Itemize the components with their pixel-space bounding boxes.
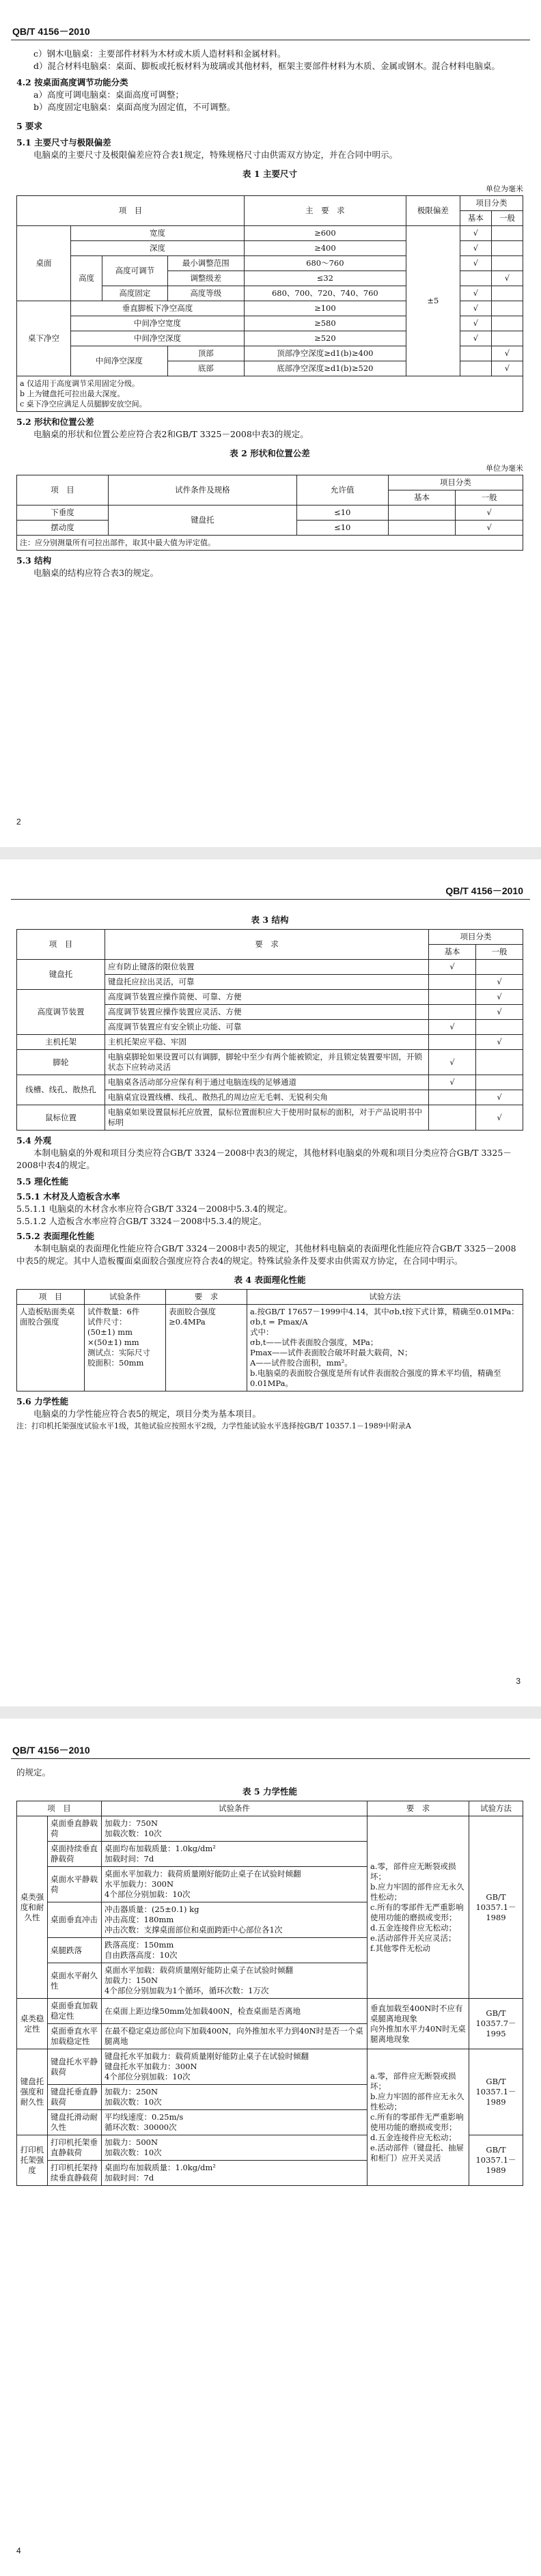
table-cell: 电脑桌宜设置线槽、线孔、散热孔的周边应无毛刺、无锐利尖角 <box>105 1090 429 1105</box>
table-cell: ≥600 <box>244 226 406 241</box>
table-cell: √ <box>476 1005 523 1020</box>
table-cell: 桌面水平加载力：载荷质量刚好能防止桌子在试验时倾翻 水平加载力：300N 4个部位分别加载：10次 <box>102 1867 367 1902</box>
table-cell: 主机托架应平稳、牢固 <box>105 1035 429 1050</box>
table-cell: GB/T 10357.1－1989 <box>469 2135 523 2186</box>
col-header: 基本 <box>429 945 476 960</box>
table-cell: √ <box>460 301 491 316</box>
table-cell: 桌面垂直冲击 <box>48 1902 102 1938</box>
table-cell: √ <box>491 271 523 286</box>
section-heading: 5.5.2 表面理化性能 <box>16 1231 95 1241</box>
col-header: 一般 <box>476 945 523 960</box>
table-cell: 高度调节装置 <box>17 990 105 1035</box>
table-cell: √ <box>460 241 491 256</box>
text-line: 电脑桌的形状和位置公差应符合表2和GB/T 3325－2008中表3的规定。 <box>33 429 309 439</box>
table-cell: a.按GB/T 17657－1999中4.14，其中σb,t按下式计算，精确至0.01MPa： σb,t = Pmax/A 式中： σb,t——试件表面胶合强度，MPa； Pmax——试件表面胶合破坏时最大载荷，N； A——试件胶合面积，mm²。 b.电脑桌的表面胶合强度是所有试件表面胶合强度的算术平均值，精确至0.01MPa。 <box>247 1305 523 1391</box>
table-cell: 高度固定 <box>102 286 168 301</box>
text-line: 电脑桌的结构应符合表3的规定。 <box>33 568 158 578</box>
table-cell: 人造板贴面类桌面胶合强度 <box>17 1305 85 1391</box>
table-cell: 高度可调节 <box>102 256 168 286</box>
page-number: 3 <box>516 1676 521 1686</box>
table-cell: ±5 <box>406 226 460 376</box>
table-cell: √ <box>429 1050 476 1075</box>
table-caption: 表 1 主要尺寸 <box>242 169 297 179</box>
col-header: 试验方法 <box>469 1801 523 1816</box>
table-row <box>17 1050 523 1075</box>
table-cell <box>460 346 491 361</box>
table-cell: 键盘托 <box>108 505 296 536</box>
table-cell: 跌落高度：150mm 自由跌落高度：10次 <box>102 1938 367 1963</box>
table-cell <box>491 316 523 331</box>
col-header: 项 目 <box>17 1801 102 1816</box>
page-body <box>16 48 523 579</box>
table-cell <box>476 1075 523 1090</box>
table-cell: 键盘托水平加载力：载荷质量刚好能防止桌子在试验时倾翻 键盘托水平加载力：300N 4个部位分别加载：10次 <box>102 2049 367 2085</box>
section-heading: 5.5 理化性能 <box>16 1176 69 1187</box>
table-cell <box>476 960 523 975</box>
header-rule <box>11 1758 530 1759</box>
table-cell <box>491 301 523 316</box>
table-cell: 下垂度 <box>17 505 109 521</box>
table-cell <box>388 505 456 521</box>
table-row <box>17 1999 523 2024</box>
col-header: 试件条件及规格 <box>108 475 296 505</box>
table-cell: 桌类稳定性 <box>17 1999 48 2049</box>
table-cell <box>491 241 523 256</box>
col-header: 基本 <box>460 211 491 226</box>
col-header: 项目分类 <box>460 196 523 211</box>
table-cell: 摆动度 <box>17 521 109 536</box>
table-cell <box>491 331 523 346</box>
table-cell: 桌面水平耐久性 <box>48 1963 102 1999</box>
table-cell: 桌腿跌落 <box>48 1938 102 1963</box>
table-cell: 电脑桌各活动部分应保有利于通过电脑连线的足够通道 <box>105 1075 429 1090</box>
table-cell: 表面胶合强度 ≥0.4MPa <box>166 1305 247 1391</box>
table-cell: 中间净空深度 <box>71 331 245 346</box>
text-line: 5.5.1.2 人造板含水率应符合GB/T 3324－2008中5.3.4的规定。 <box>16 1216 267 1226</box>
table-cell: 宽度 <box>71 226 245 241</box>
text-line: a）高度可调电脑桌：桌面高度可调整； <box>33 89 184 100</box>
table-cell: 键盘托应拉出灵活，可靠 <box>105 975 429 990</box>
table-cell: 冲击器质量：(25±0.1) kg 冲击高度：180mm 冲击次数：支撑桌面部位和桌面跨距中心部位各1次 <box>102 1902 367 1938</box>
section-heading: 5.3 结构 <box>16 555 52 566</box>
table-cell: ≥580 <box>244 316 406 331</box>
text-line: 本制电脑桌的表面理化性能应符合GB/T 3324－2008中表5的规定，其他材料电脑桌的表面理化性能应符合GB/T 3325－2008中表5的规定。其中人造板覆面桌面胶合强度应符合表4的规定。特殊试验条件及要求由供需双方协定，在合同中明示。 <box>16 1243 516 1266</box>
col-header: 项目分类 <box>388 475 523 490</box>
table-cell: √ <box>491 361 523 376</box>
col-header: 项 目 <box>17 930 105 960</box>
table-cell: √ <box>476 1105 523 1131</box>
col-header: 一般 <box>456 490 523 505</box>
table-structure <box>16 929 523 1131</box>
col-header: 项 目 <box>17 196 245 226</box>
section-heading: 4.2 按桌面高度调节功能分类 <box>16 77 128 87</box>
table-cell: √ <box>460 226 491 241</box>
table-row <box>17 505 523 521</box>
page-body <box>16 1767 523 2186</box>
table-note: b 上为键盘托可拉出最大深度。 <box>20 389 125 398</box>
table-cell: 高度调节装置应操作装置应灵活、方便 <box>105 1005 429 1020</box>
table-unit: 单位为毫米 <box>486 464 523 473</box>
text-line: 电脑桌的力学性能应符合表5的规定，项目分类为基本项目。 <box>33 1409 261 1419</box>
table-cell: 桌面垂直加载稳定性 <box>48 1999 102 2024</box>
table-cell: 电脑桌脚轮如果设置可以有调脚，脚轮中至少有两个能被锁定，并且锁定装置要牢固，开锁状态下应转动灵活 <box>105 1050 429 1075</box>
table-caption: 表 3 结构 <box>251 915 289 925</box>
section-heading: 5.1 主要尺寸与极限偏差 <box>16 137 111 148</box>
table-cell: 加载力：750N 加载次数：10次 <box>102 1816 367 1842</box>
page-header: QB/T 4156－2010 <box>445 885 523 896</box>
table-cell: 在最不稳定桌边部位向下加载400N，向外推加水平力到40N时是否一个桌腿离地 <box>102 2024 367 2049</box>
table-cell: 调整级差 <box>167 271 244 286</box>
table-cell: 在桌面上距边缘50mm处加载400N，检查桌面是否离地 <box>102 1999 367 2024</box>
page-body <box>16 907 523 1432</box>
col-header: 基本 <box>388 490 456 505</box>
table-row <box>17 1305 523 1391</box>
table-cell: a.零，部件应无断裂或损坏； b.应力牢固的部件应无永久性松动； c.所有的零部件无严重影响使用功能的磨损或变形； d.五金连接件应无松动； e.活动部件开关应灵活； f.其他零件无松动 <box>367 1816 469 1999</box>
text-line: d）混合材料电脑桌：桌面、脚板或托板材料为玻璃或其他材料，框架主要部件材料为木质、金属或钢木。混合材料电脑桌。 <box>33 61 501 71</box>
col-header: 项 目 <box>17 475 109 505</box>
table-cell: √ <box>429 1075 476 1090</box>
table-cell: GB/T 10357.7－1995 <box>469 1999 523 2049</box>
table-cell: √ <box>460 286 491 301</box>
table-cell: 高度调节装置应有安全锁止功能、可靠 <box>105 1020 429 1035</box>
table-cell: 桌类强度和耐久性 <box>17 1816 48 1999</box>
table-cell: 加载力：250N 加载次数：10次 <box>102 2085 367 2110</box>
table-cell: 电脑桌如果设置鼠标托应放置，鼠标位置面积应大于使用时鼠标的面积，对于产品说明书中标明 <box>105 1105 429 1131</box>
table-cell: √ <box>460 331 491 346</box>
table-row <box>17 1816 523 1842</box>
table-cell: 桌面水平加载：载荷质量刚好能防止桌子在试验时倾翻 加载力：150N 4个部位分别加载为1个循环，循环次数：1万次 <box>102 1963 367 1999</box>
table-row <box>17 226 523 241</box>
document-page-3 <box>0 859 541 1706</box>
table-cell: ≥100 <box>244 301 406 316</box>
table-cell: 鼠标位置 <box>17 1105 105 1131</box>
table-cell: ≥520 <box>244 331 406 346</box>
table-cell: 键盘托强度和耐久性 <box>17 2049 48 2135</box>
table-cell: a.零，部件应无断裂或损坏； b.应力牢固的部件应无永久性松动； c.所有的零部件无严重影响使用功能的磨损或变形； d.五金连接件应无松动； e.活动部件（键盘托、抽屉和柜门）应开关灵活 <box>367 2049 469 2186</box>
page-header: QB/T 4156－2010 <box>12 1745 90 1756</box>
section-heading: 5.4 外观 <box>16 1135 52 1146</box>
table-cell: √ <box>476 1035 523 1050</box>
table-surface-properties <box>16 1289 523 1391</box>
table-cell: 键盘托垂直静载荷 <box>48 2085 102 2110</box>
col-header: 要 求 <box>166 1290 247 1305</box>
table-cell: 桌下净空 <box>17 301 71 376</box>
table-cell: √ <box>429 1020 476 1035</box>
table-caption: 表 2 形状和位置公差 <box>230 448 310 458</box>
document-page-4 <box>0 1719 541 2576</box>
table-cell: 线槽、线孔、散热孔 <box>17 1075 105 1105</box>
table-cell: 桌面均布加载质量：1.0kg/dm² 加载时间：7d <box>102 1842 367 1867</box>
table-cell: 最小调整范围 <box>167 256 244 271</box>
table-cell <box>460 271 491 286</box>
table-cell: √ <box>476 1090 523 1105</box>
table-cell: 键盘托滑动耐久性 <box>48 2110 102 2135</box>
table-cell: 垂直加载至400N时不应有桌腿离地现象 向外推加水平力40N时无桌腿离地现象 <box>367 1999 469 2049</box>
table-mechanical-properties <box>16 1801 523 2186</box>
table-cell <box>429 990 476 1005</box>
table-cell: 底部 <box>167 361 244 376</box>
table-cell: 高度等级 <box>167 286 244 301</box>
table-unit: 单位为毫米 <box>486 184 523 193</box>
table-cell: ≤10 <box>296 521 388 536</box>
table-cell <box>491 256 523 271</box>
table-cell: 底部净空深度≥d1(b)≥520 <box>244 361 406 376</box>
page-number: 4 <box>16 2546 21 2556</box>
table-cell: 打印机托架垂直静载荷 <box>48 2135 102 2161</box>
table-row <box>17 1035 523 1050</box>
table-cell <box>429 1005 476 1020</box>
col-header: 一般 <box>491 211 523 226</box>
text-line: b）高度固定电脑桌：桌面高度为固定值，不可调整。 <box>33 102 236 112</box>
table-cell <box>476 1020 523 1035</box>
table-cell: ≤32 <box>244 271 406 286</box>
table-cell: √ <box>429 960 476 975</box>
table-note: c 桌下净空应满足人员腿脚安放空间。 <box>20 400 147 408</box>
text-line: 电脑桌的主要尺寸及极限偏差应符合表1规定，特殊规格尺寸由供需双方协定，并在合同中明示。 <box>33 150 398 160</box>
table-cell <box>476 1050 523 1075</box>
table-cell: 680～760 <box>244 256 406 271</box>
table-cell: √ <box>456 521 523 536</box>
table-row <box>17 960 523 975</box>
table-cell: 垂直脚板下净空高度 <box>71 301 245 316</box>
text-line: 5.5.1.1 电脑桌的木材含水率应符合GB/T 3324－2008中5.3.4的规定。 <box>16 1204 292 1214</box>
table-cell <box>388 521 456 536</box>
table-cell <box>460 361 491 376</box>
section-heading: 5 要求 <box>16 121 43 131</box>
table-cell <box>429 975 476 990</box>
table-cell: 试件数量：6件 试件尺寸： (50±1) mm ×(50±1) mm 测试点：实际尺寸 胶面积：50mm <box>85 1305 166 1391</box>
table-cell: 应有防止键落的限位装置 <box>105 960 429 975</box>
table-cell: 加载力：500N 加载次数：10次 <box>102 2135 367 2161</box>
col-header: 极限偏差 <box>406 196 460 226</box>
table-shape-tolerance <box>16 475 523 551</box>
table-cell <box>429 1105 476 1131</box>
table-cell: √ <box>476 975 523 990</box>
table-cell: 主机托架 <box>17 1035 105 1050</box>
col-header: 项 目 <box>17 1290 85 1305</box>
col-header: 试验条件 <box>85 1290 166 1305</box>
table-main-dimensions <box>16 195 523 412</box>
table-cell: 高度 <box>71 256 102 301</box>
page-number: 2 <box>16 817 21 827</box>
table-row <box>17 1075 523 1090</box>
table-row <box>17 990 523 1005</box>
section-heading: 5.6 力学性能 <box>16 1396 69 1407</box>
text-note: 注：打印机托架强度试验水平1级，其他试验应按照水平2级，力学性能试验水平选择按GB/T 10357.1－1989中附录A <box>16 1422 411 1430</box>
table-cell: 中间净空宽度 <box>71 316 245 331</box>
table-cell: 桌面垂直水平加载稳定性 <box>48 2024 102 2049</box>
col-header: 试验方法 <box>247 1290 523 1305</box>
table-cell <box>429 1090 476 1105</box>
table-cell: 键盘托 <box>17 960 105 990</box>
table-cell <box>429 1035 476 1050</box>
table-cell: GB/T 10357.1－1989 <box>469 2049 523 2135</box>
page-header: QB/T 4156－2010 <box>12 26 90 37</box>
col-header: 要 求 <box>105 930 429 960</box>
table-cell: 桌面垂直静载荷 <box>48 1816 102 1842</box>
table-cell: 键盘托水平静载荷 <box>48 2049 102 2085</box>
col-header: 允许值 <box>296 475 388 505</box>
table-cell: 顶部 <box>167 346 244 361</box>
table-row <box>17 1105 523 1131</box>
col-header: 要 求 <box>367 1801 469 1816</box>
table-cell: √ <box>491 346 523 361</box>
table-note: a 仅适用于高度调节采用固定分级。 <box>20 379 140 388</box>
table-cell: 桌面均布加载质量：1.0kg/dm² 加载时间：7d <box>102 2161 367 2186</box>
table-cell: 高度调节装置应操作简便、可靠、方便 <box>105 990 429 1005</box>
table-cell: 顶部净空深度≥d1(b)≥400 <box>244 346 406 361</box>
table-cell: ≥400 <box>244 241 406 256</box>
text-line: 本制电脑桌的外观和项目分类应符合GB/T 3324－2008中表3的规定，其他材料电脑桌的外观和项目分类应符合GB/T 3325－2008中表4的规定。 <box>16 1148 512 1170</box>
table-cell: √ <box>476 990 523 1005</box>
table-caption: 表 4 表面理化性能 <box>234 1275 306 1285</box>
table-notes <box>17 376 523 412</box>
table-cell: 桌面 <box>17 226 71 301</box>
col-header: 试验条件 <box>102 1801 367 1816</box>
col-header: 项目分类 <box>429 930 523 945</box>
table-cell <box>491 226 523 241</box>
table-row <box>17 2049 523 2085</box>
text-line: 的规定。 <box>16 1767 51 1777</box>
header-rule <box>11 899 530 900</box>
table-note: 注：应分别测量所有可拉出部件，取其中最大值为评定值。 <box>17 536 523 551</box>
table-cell: ≤10 <box>296 505 388 521</box>
section-heading: 5.5.1 木材及人造板含水率 <box>16 1191 120 1202</box>
table-cell: GB/T 10357.1－1989 <box>469 1816 523 1999</box>
table-cell: 桌面持续垂直静载荷 <box>48 1842 102 1867</box>
section-heading: 5.2 形状和位置公差 <box>16 417 94 427</box>
table-cell: 桌面水平静载荷 <box>48 1867 102 1902</box>
document-page-2 <box>0 0 541 847</box>
table-cell: √ <box>456 505 523 521</box>
table-cell: 深度 <box>71 241 245 256</box>
table-cell: 打印机托架强度 <box>17 2135 48 2186</box>
table-cell: 平均线速度：0.25m/s 循环次数：30000次 <box>102 2110 367 2135</box>
table-cell: 680、700、720、740、760 <box>244 286 406 301</box>
table-cell: 打印机托架持续垂直静载荷 <box>48 2161 102 2186</box>
table-cell: 脚轮 <box>17 1050 105 1075</box>
col-header: 主 要 求 <box>244 196 406 226</box>
table-cell <box>491 286 523 301</box>
table-cell: √ <box>460 316 491 331</box>
table-cell: √ <box>460 256 491 271</box>
table-caption: 表 5 力学性能 <box>242 1786 297 1797</box>
table-cell: 中间净空深度 <box>71 346 168 376</box>
text-line: c）钢木电脑桌：主要部件材料为木材或木质人造材料和金属材料。 <box>33 49 286 59</box>
